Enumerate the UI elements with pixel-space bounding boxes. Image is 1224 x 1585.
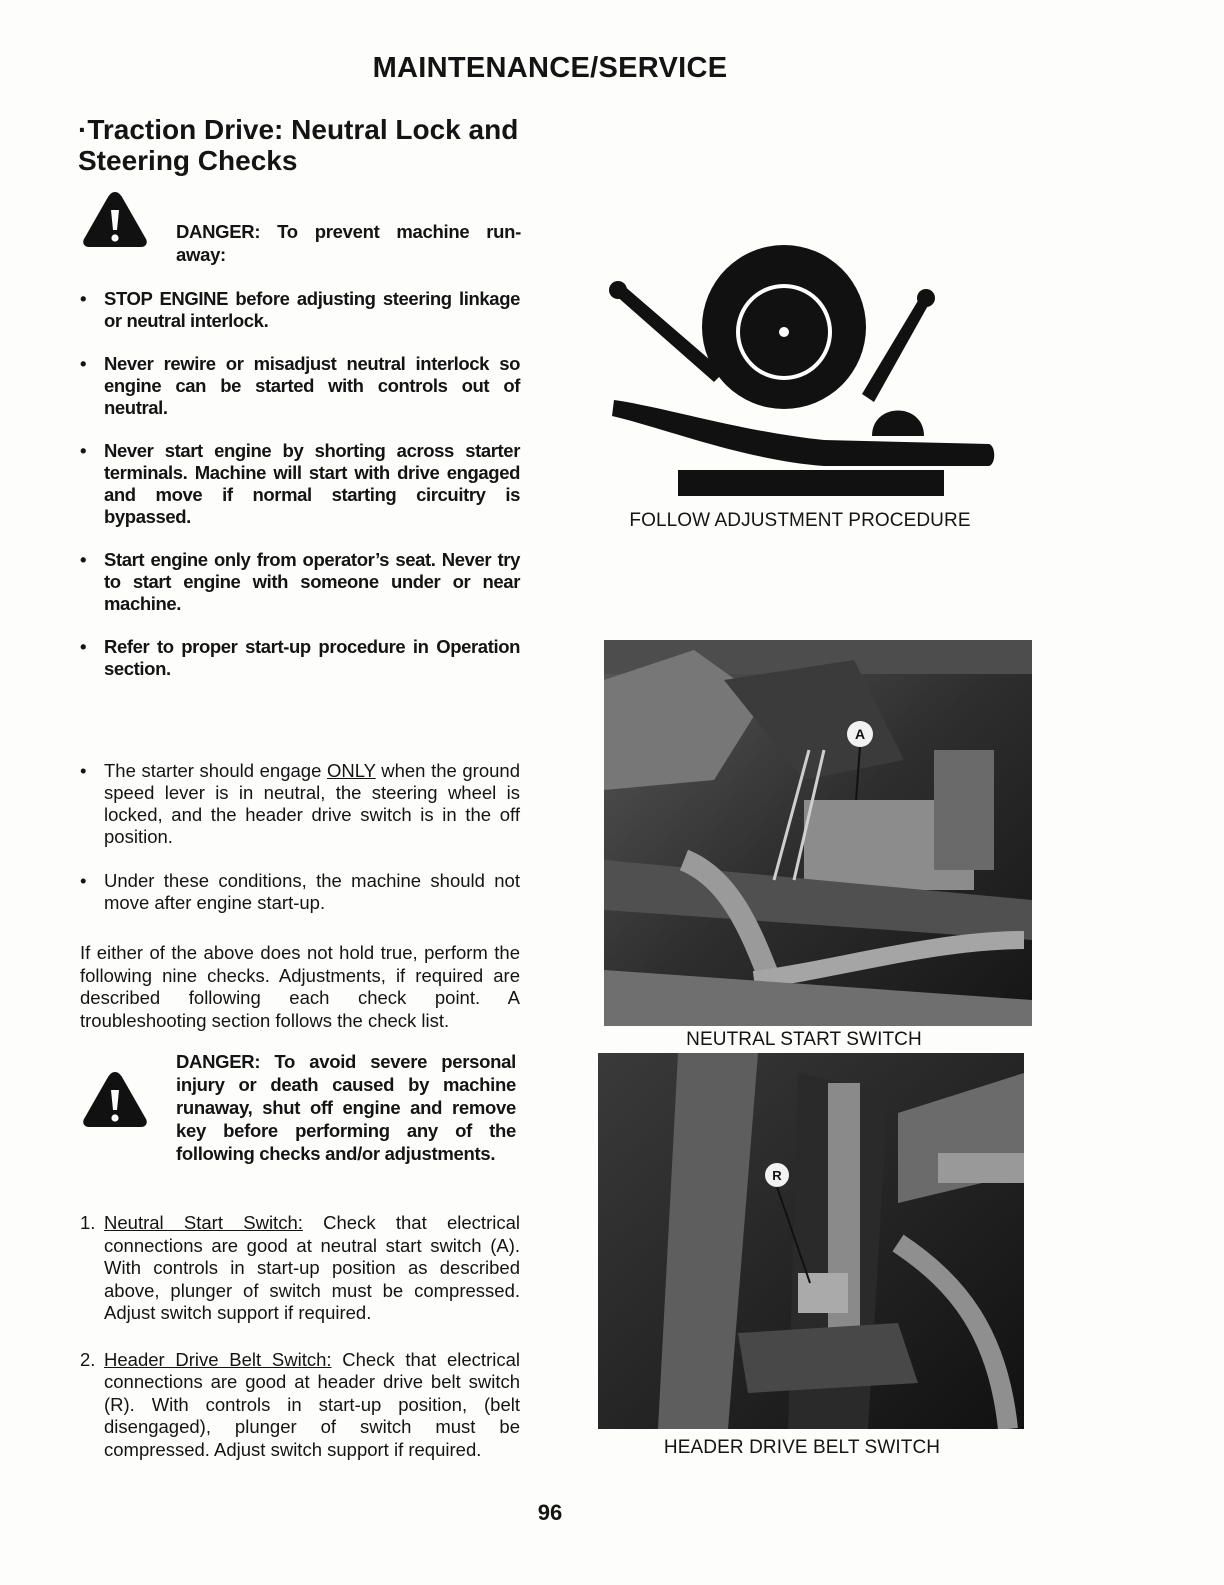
intro-paragraph: If either of the above does not hold true, perform the following nine checks. Adjustments, if required are described following each check point. A troubleshooting section follows the check list. bbox=[80, 942, 520, 1031]
callout-a: A bbox=[854, 726, 866, 742]
check-item bbox=[80, 1349, 520, 1462]
page-header: MAINTENANCE/SERVICE bbox=[372, 52, 728, 84]
danger-text-line2: away: bbox=[176, 244, 226, 265]
callout-r: R bbox=[772, 1168, 782, 1183]
check-text: Check that electrical connections are good at header drive belt switch (R). With controls in start-up position, (belt disengaged), plunger of switch must be compressed. Adjust switch support if required. bbox=[104, 1348, 520, 1460]
check-text: Check that electrical connections are good at neutral start switch (A). With controls in start-up position as described above, plunger of switch must be compressed. Adjust switch support if required. bbox=[104, 1212, 520, 1323]
condition-bullet-list bbox=[80, 760, 520, 936]
section-title bbox=[78, 114, 558, 176]
section-title-line1: ·Traction Drive: Neutral Lock and bbox=[78, 114, 519, 145]
list-item: • Under these conditions, the machine should not move after engine start-up. bbox=[80, 870, 520, 914]
check-list bbox=[80, 1212, 520, 1485]
adjustment-symbol-figure bbox=[604, 232, 996, 502]
check-item bbox=[80, 1212, 520, 1325]
list-item bbox=[80, 760, 520, 848]
symbol-caption: FOLLOW ADJUSTMENT PROCEDURE bbox=[629, 510, 971, 531]
danger-warning-icon bbox=[80, 1068, 150, 1128]
neutral-start-switch-caption: NEUTRAL START SWITCH bbox=[686, 1029, 922, 1050]
list-item: • STOP ENGINE before adjusting steering linkage or neutral interlock. bbox=[80, 288, 520, 332]
section-title-line2: Steering Checks bbox=[78, 145, 298, 176]
list-item: • Start engine only from operator’s seat. Never try to start engine with someone under or near machine. bbox=[80, 549, 520, 615]
page-number: 96 bbox=[537, 1500, 563, 1525]
neutral-start-switch-photo bbox=[604, 640, 1032, 1026]
bullet-text: when the ground speed lever is in neutral, the steering wheel is locked, and the header drive switch is in the off position. bbox=[104, 760, 520, 847]
emphasis-only: ONLY bbox=[326, 760, 376, 781]
check-number: 1. bbox=[80, 1212, 96, 1233]
header-drive-belt-switch-photo bbox=[598, 1053, 1024, 1429]
check-title: Header Drive Belt Switch: bbox=[104, 1348, 332, 1370]
danger-text-injury: DANGER: To avoid severe personal injury or death caused by machine runaway, shut off engine and remove key before performing any of the following checks and/or adjustments. bbox=[176, 1051, 516, 1164]
check-title: Neutral Start Switch: bbox=[104, 1212, 303, 1233]
bullet-text: The starter should engage bbox=[104, 760, 327, 781]
check-number: 2. bbox=[80, 1348, 96, 1370]
header-drive-belt-switch-caption: HEADER DRIVE BELT SWITCH bbox=[663, 1437, 941, 1458]
danger-bullet-list bbox=[80, 288, 520, 701]
danger-warning-icon bbox=[80, 188, 150, 248]
list-item: • Never start engine by shorting across starter terminals. Machine will start with drive engaged and move if normal starting circuitry is bypassed. bbox=[80, 440, 520, 528]
danger-text-line1: DANGER: To prevent machine run- bbox=[176, 221, 521, 242]
danger-text-runaway bbox=[176, 220, 521, 266]
list-item: • Never rewire or misadjust neutral interlock so engine can be started with controls out of neutral. bbox=[80, 353, 520, 419]
list-item: • Refer to proper start-up procedure in Operation section. bbox=[80, 636, 520, 680]
